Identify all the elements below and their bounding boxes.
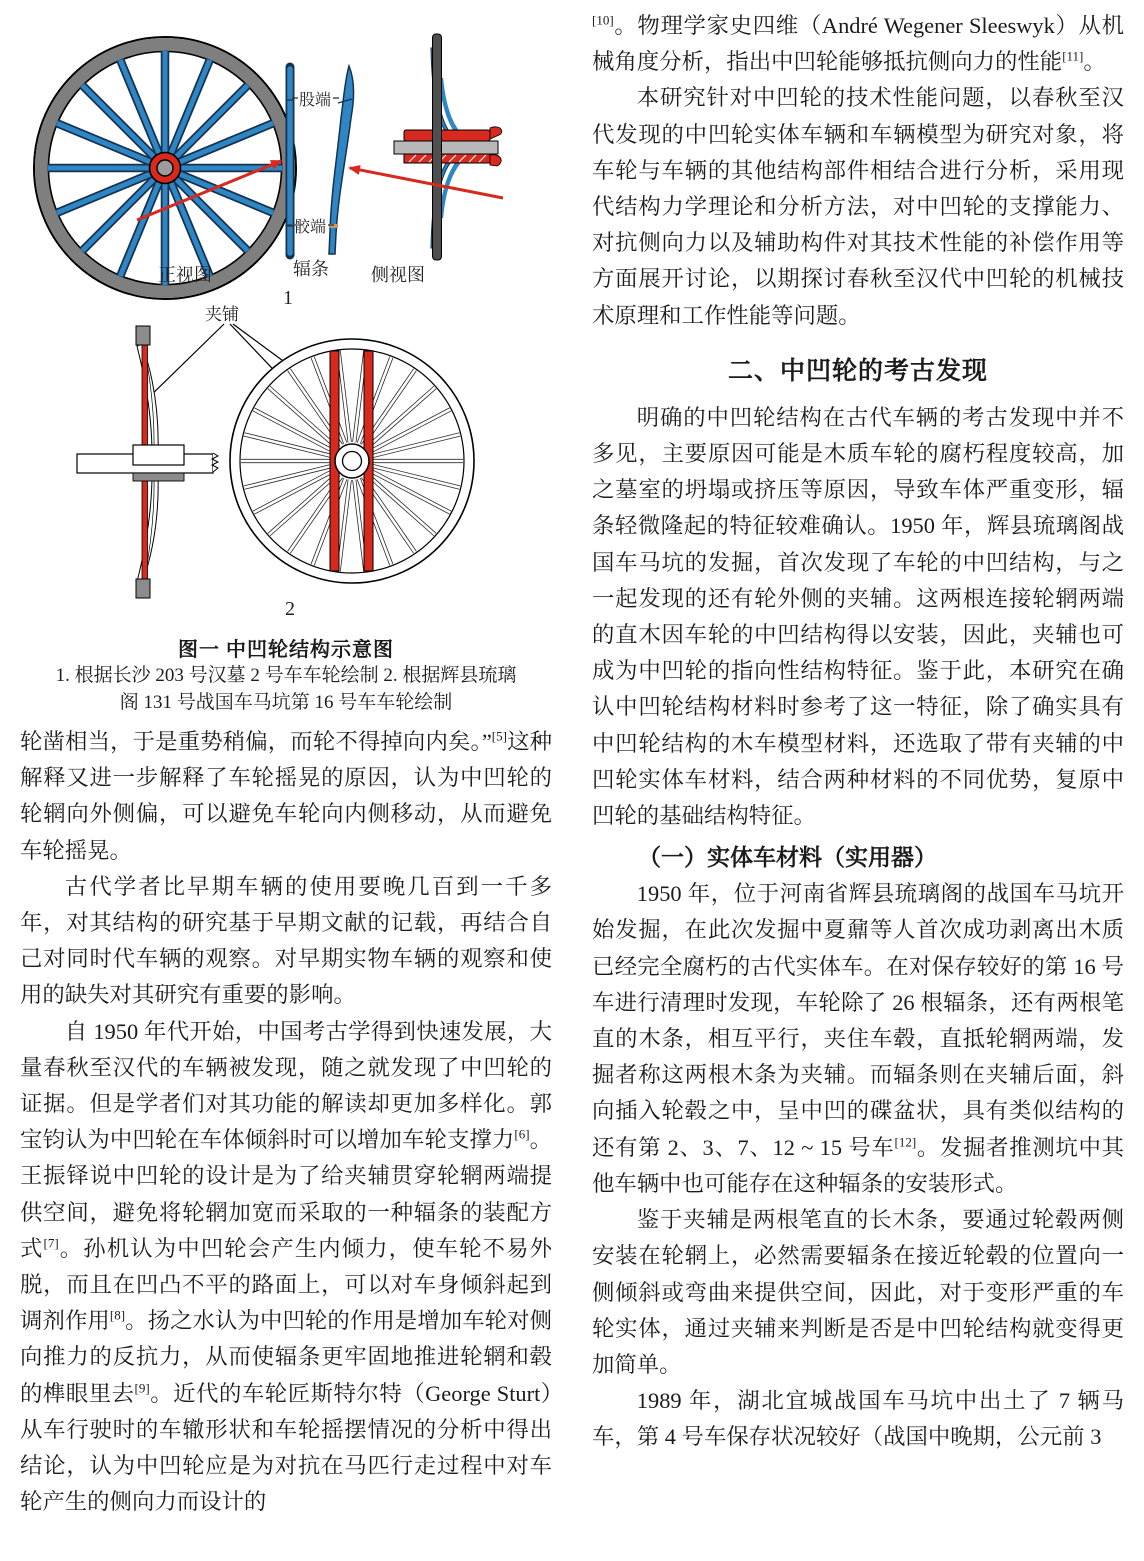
subfig2-number: 2 — [285, 598, 295, 620]
paragraph-right-5: 鉴于夹辅是两根笔直的长木条，要通过轮毂两侧安装在轮辋上，必然需要辐条在接近轮毂的位置向一侧倾斜或弯曲来提供空间，因此，对于变形严重的车轮实体，通过夹辅来判断是否是中凹轮结构就变得更加简单。 — [592, 1207, 1124, 1377]
section-heading: 二、中凹轮的考古发现 — [727, 356, 988, 385]
paragraph-right-6: 1989 年，湖北宜城战国车马坑中出土了 7 辆马车，第 4 号车保存状况较好（战国中晚期，公元前 3 — [592, 1388, 1124, 1450]
paragraph-left-2: 古代学者比早期车辆的使用要晚几百到一千多年，对其结构的研究基于早期文献的记载，再结合自己对同时代车辆的观察。对早期实物车辆的观察和使用的缺失对其研究有重要的影响。 — [20, 873, 552, 1008]
left-column — [20, 8, 552, 1520]
spoke-label: 辐条 — [293, 259, 329, 279]
figure-1-illustration — [20, 8, 572, 624]
paragraph-right-2: 本研究针对中凹轮的技术性能问题，以春秋至汉代发现的中凹轮实体车辆和车辆模型为研究对象，将车轮与车辆的其他结构部件相结合进行分析，采用现代结构力学理论和分析方法，对中凹轮的支撑能力、对抗侧向力以及辅助构件对其技术性能的补偿作用等方面展开讨论，以期探讨春秋至汉代中凹轮的机械技术原理和工作性能等问题。 — [592, 85, 1124, 328]
figure-caption-line-2: 阁 131 号战国车马坑第 16 号车车轮绘制 — [119, 692, 453, 713]
front-view-label: 正视图 — [158, 265, 212, 285]
front-view-wheel — [34, 37, 296, 299]
clamp-front-wheel — [230, 339, 474, 583]
figure-caption-title: 图一 中凹轮结构示意图 — [178, 639, 394, 661]
spoke-top-end-label: 股端 — [298, 92, 332, 109]
paragraph-right-4: 1950 年，位于河南省辉县琉璃阁的战国车马坑开始发掘，在此次发掘中夏鼐等人首次成功剥离出木质已经完全腐朽的古代实体车。在对保存较好的第 16 号车进行清理时发现，车轮除了 26 根辐条，还有两根笔直的木条，相互平行，夹住车毂，直抵轮辋两端，发掘者称这两根木条为夹辅。而辐条则在夹辅后面，斜向插入轮毂之中，呈中凹的碟盆状，具有类似结构的还有第 2、3、7、12 ~ 15 号车[12]。发掘者推测坑中其他车辆中也可能存在这种辐条的安装形式。 — [592, 881, 1125, 1196]
figure-block — [20, 8, 552, 716]
figure-caption — [20, 633, 552, 716]
paragraph-right-1: [10]。物理学家史四维（André Wegener Sleeswyk）从机械角度分析，指出中凹轮能够抵抗侧向力的性能[11]。 — [592, 12, 1124, 75]
paragraph-left-1: 轮凿相当，于是重势稍偏，而轮不得掉向内矣。”[5]这种解释又进一步解释了车轮摇晃的原因，认为中凹轮的轮辋向外侧偏，可以避免车轮向内侧移动，从而避免车轮摇晃。 — [20, 728, 552, 863]
paragraph-left-3: 自 1950 年代开始，中国考古学得到快速发展，大量春秋至汉代的车辆被发现，随之就发现了中凹轮的证据。但是学者们对其功能的解读却更加多样化。郭宝钧认为中凹轮在车体倾斜时可以增加车轮支撑力[6]。王振铎说中凹轮的设计是为了给夹辅贯穿轮辋两端提供空间，避免将轮辋加宽而采取的一种辐条的装配方式[7]。孙机认为中凹轮会产生内倾力，使车轮不易外脱，而且在凹凸不平的路面上，可以对车身倾斜起到调剂作用[8]。扬之水认为中凹轮的作用是增加车轮对侧向推力的反抗力，从而使辐条更牢固地推进轮辋和毂的榫眼里去[9]。近代的车轮匠斯特尔特（George Sturt）从车行驶时的车辙形状和车轮摇摆情况的分析中得出结论，认为中凹轮应是为对抗在马匹行走过程中对车轮产生的侧向力而设计的 — [20, 1018, 553, 1515]
figure-caption-line-1: 1. 根据长沙 203 号汉墓 2 号车车轮绘制 2. 根据辉县琉璃 — [55, 665, 517, 686]
subsection-heading: （一）实体车材料（实用器） — [638, 844, 937, 871]
side-view-label: 侧视图 — [371, 265, 425, 285]
side-view-wheel — [394, 34, 502, 260]
clamp-side-assembly — [77, 326, 218, 598]
paragraph-right-3: 明确的中凹轮结构在古代车辆的考古发现中并不多见，主要原因可能是木质车轮的腐朽程度较高，加之墓室的坍塌或挤压等原因，导致车体严重变形，辐条轻微隆起的特征较难确认。1950 年，辉县琉璃阁战国车马坑的发掘，首次发现了车轮的中凹结构，与之一起发现的还有轮外侧的夹辅。这两根连接轮辋两端的直木因车轮的中凹结构得以安装，因此，夹辅也可成为中凹轮的指向性结构特征。鉴于此，本研究在确认中凹轮结构材料时参考了这一特征，除了确实具有中凹轮结构的木车模型材料，还选取了带有夹辅的中凹轮实体车材料，结合两种材料的不同优势，复原中凹轮的基础结构特征。 — [592, 404, 1124, 829]
clamp-label: 夹铺 — [205, 305, 239, 324]
spoke-bottom-end-label: 骹端 — [293, 219, 327, 236]
right-column — [592, 8, 1124, 1456]
subfig1-number: 1 — [283, 287, 293, 309]
